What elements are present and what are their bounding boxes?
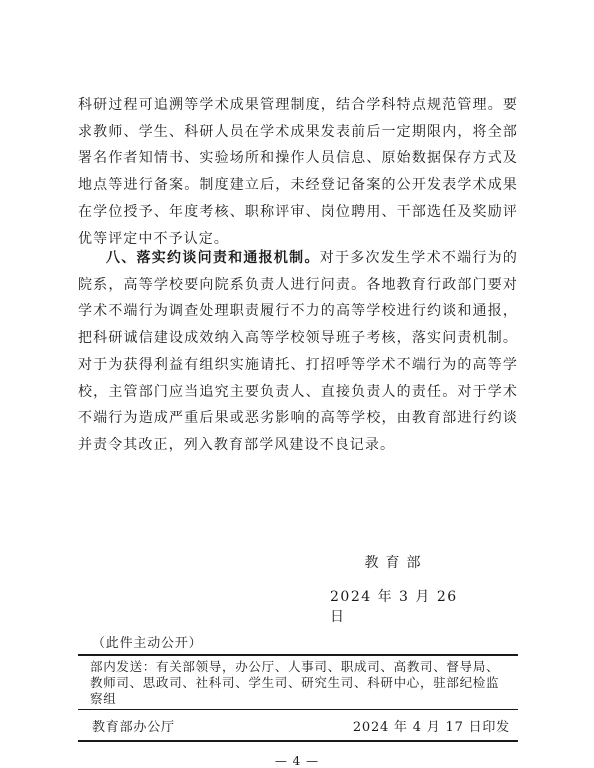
section-text: 对于多次发生学术不端行为的院系，高等学校要向院系负责人进行问责。各地教育行政部门要对学术不端行为调查处理职责履行不力的高等学校进行约谈和通报，把科研诚信建设成效纳入高等学校领导班子考核，落实问责机制。对于为获得利益有组织实施请托、打招呼等学术不端行为的高等学校，主管部门应当追究主要负责人、直接负责人的责任。对于学术不端行为造成严重后果或恶劣影响的高等学校，由教育部进行约谈并责令其改正，列入教育部学风建设不良记录。: [78, 250, 518, 453]
distribution-list: [90, 659, 510, 707]
page-number: — 4 —: [274, 754, 320, 768]
body-paragraph-2: [78, 245, 518, 459]
print-date: 2024 年 4 月 17 日印发: [352, 720, 510, 735]
section-heading: 八、落实约谈问责和通报机制。: [106, 250, 320, 266]
divider-middle: [78, 709, 518, 710]
signature-date: 2024 年 3 月 26 日: [330, 589, 458, 625]
distribution-label: 部内发送：: [90, 659, 157, 674]
divider-bottom: [78, 740, 518, 742]
signature-organization: 教育部: [364, 555, 428, 571]
divider-top: [78, 654, 518, 656]
body-paragraph-1: 科研过程可追溯等学术成果管理制度，结合学科特点规范管理。要求教师、学生、科研人员在学术成果发表前后一定期限内，将全部署名作者知情书、实验场所和操作人员信息、原始数据保存方式及地点等进行备案。制度建立后，未经登记备案的公开发表学术成果在学位授予、年度考核、职称评审、岗位聘用、干部选任及奖励评优等评定中不予认定。: [78, 97, 518, 247]
issuer-name: 教育部办公厅: [92, 720, 175, 735]
distribution-recipients: 有关部领导，办公厅、人事司、职成司、高教司、督导局、教师司、思政司、社科司、学生司、研究生司、科研中心，驻部纪检监察组: [90, 659, 500, 706]
disclosure-note: （此件主动公开）: [92, 636, 203, 651]
